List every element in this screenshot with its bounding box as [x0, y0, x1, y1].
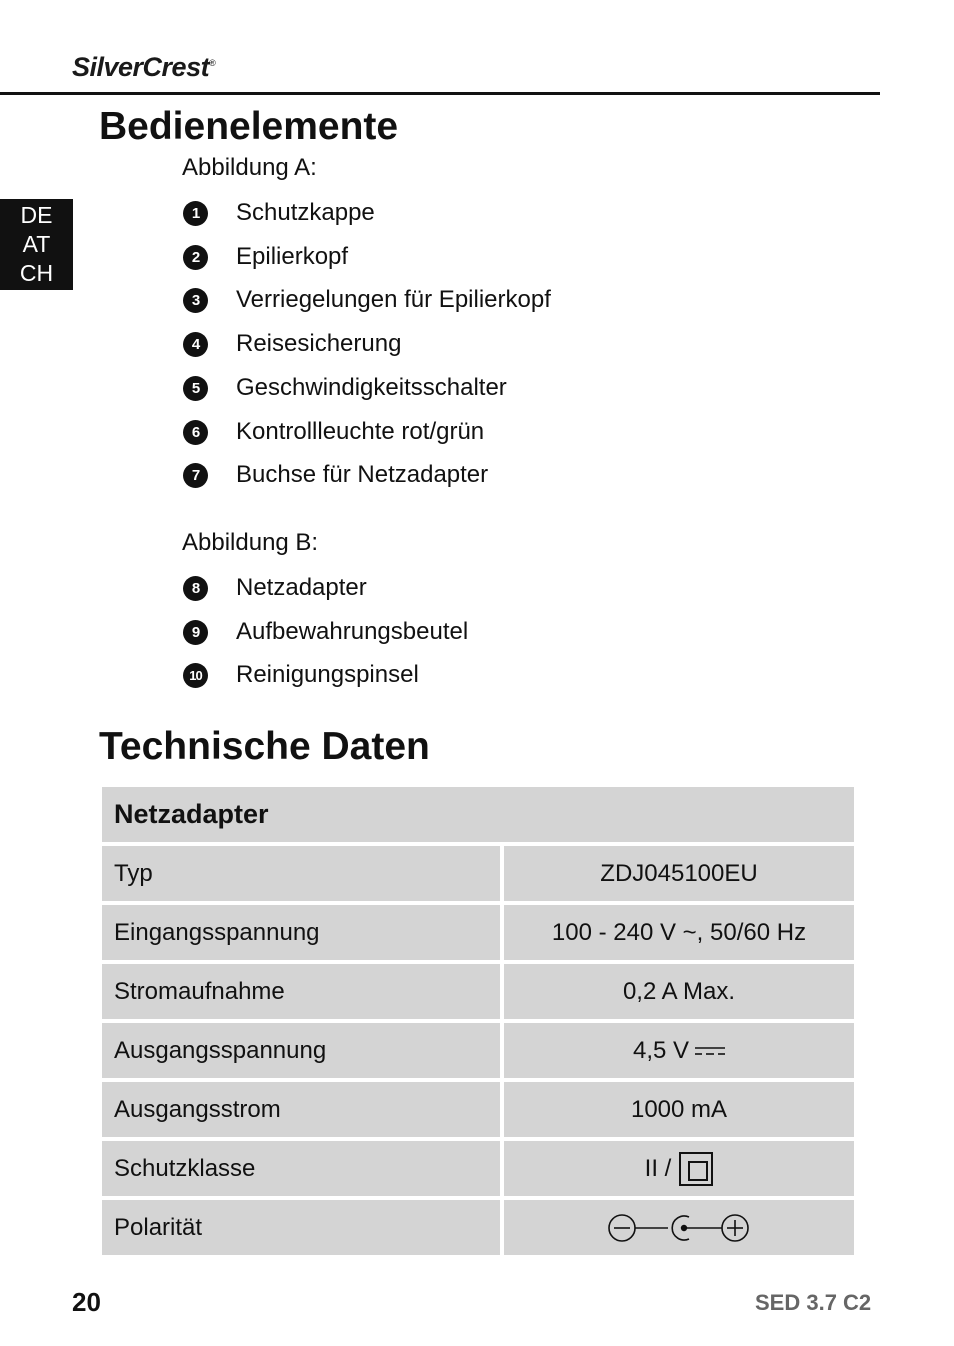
- list-item: [183, 573, 367, 603]
- figure-b-label: Abbildung B:: [182, 529, 319, 556]
- model-number: SED 3.7 C2: [755, 1290, 872, 1315]
- number-badge: 10: [183, 663, 208, 688]
- figure-a-label: Abbildung A:: [182, 154, 317, 181]
- lang-ch: CH: [19, 260, 54, 286]
- table-row: [102, 1082, 854, 1137]
- item-label: Reisesicherung: [236, 330, 402, 357]
- dc-symbol-icon: [695, 1046, 725, 1056]
- list-item: [183, 373, 507, 403]
- table-row: [102, 905, 854, 960]
- number-badge: 2: [183, 245, 208, 270]
- spec-value-cell: [504, 1200, 854, 1255]
- item-label: Aufbewahrungsbeutel: [236, 618, 469, 645]
- lang-at: AT: [22, 231, 51, 257]
- list-item: [183, 417, 485, 447]
- polarity-center-positive-icon: [606, 1211, 752, 1245]
- class-ii-double-square-icon: [679, 1152, 713, 1186]
- item-label: Schutzkappe: [236, 199, 375, 226]
- table-row: [102, 846, 854, 901]
- brand-name: SilverCrest: [72, 52, 210, 82]
- number-badge: 9: [183, 620, 208, 645]
- number-badge: 3: [183, 288, 208, 313]
- tech-heading: Technische Daten: [99, 725, 430, 768]
- table-row: [102, 1141, 854, 1196]
- list-item: [183, 460, 489, 490]
- table-row: [102, 964, 854, 1019]
- number-badge: 7: [183, 463, 208, 488]
- item-label: Epilierkopf: [236, 243, 349, 270]
- spec-key: Ausgangsspannung: [102, 1023, 500, 1078]
- number-badge: 5: [183, 376, 208, 401]
- spec-key: Ausgangsstrom: [102, 1082, 500, 1137]
- table-row: [102, 1023, 854, 1078]
- spec-key: Stromaufnahme: [102, 964, 500, 1019]
- spec-value-cell: [504, 1141, 854, 1196]
- spec-key: Eingangsspannung: [102, 905, 500, 960]
- spec-value: 1000 mA: [504, 1082, 854, 1137]
- item-label: Netzadapter: [236, 574, 367, 601]
- lang-de: DE: [20, 202, 53, 228]
- table-row: [102, 1200, 854, 1255]
- spec-key: Polarität: [102, 1200, 500, 1255]
- list-item: [183, 242, 349, 272]
- list-item: [183, 660, 419, 690]
- spec-table: [102, 787, 854, 1255]
- spec-value: 100 - 240 V ~, 50/60 Hz: [504, 905, 854, 960]
- item-label: Buchse für Netzadapter: [236, 461, 489, 488]
- spec-key: Schutzklasse: [102, 1141, 500, 1196]
- spec-value: 0,2 A Max.: [504, 964, 854, 1019]
- list-item: [183, 329, 402, 359]
- list-item: [183, 198, 375, 228]
- list-item: [183, 285, 551, 315]
- number-badge: 4: [183, 332, 208, 357]
- spec-table-title: Netzadapter: [102, 787, 854, 842]
- brand-logo: [72, 52, 215, 83]
- number-badge: 8: [183, 576, 208, 601]
- number-badge: 1: [183, 201, 208, 226]
- spec-value: ZDJ045100EU: [504, 846, 854, 901]
- number-badge: 6: [183, 420, 208, 445]
- item-label: Verriegelungen für Epilierkopf: [236, 286, 551, 313]
- spec-value: 4,5 V: [632, 1036, 690, 1064]
- spec-key: Typ: [102, 846, 500, 901]
- item-label: Reinigungspinsel: [236, 661, 419, 688]
- controls-heading: Bedienelemente: [99, 105, 399, 148]
- header-rule: [0, 92, 880, 95]
- item-label: Kontrollleuchte rot/grün: [236, 418, 485, 445]
- language-tab: [0, 199, 73, 290]
- spec-value-cell: [504, 1023, 854, 1078]
- spec-value: II /: [644, 1154, 672, 1182]
- item-label: Geschwindigkeitsschalter: [236, 374, 507, 401]
- registered-mark: ®: [209, 58, 216, 68]
- page-number: 20: [72, 1287, 101, 1317]
- list-item: [183, 617, 469, 647]
